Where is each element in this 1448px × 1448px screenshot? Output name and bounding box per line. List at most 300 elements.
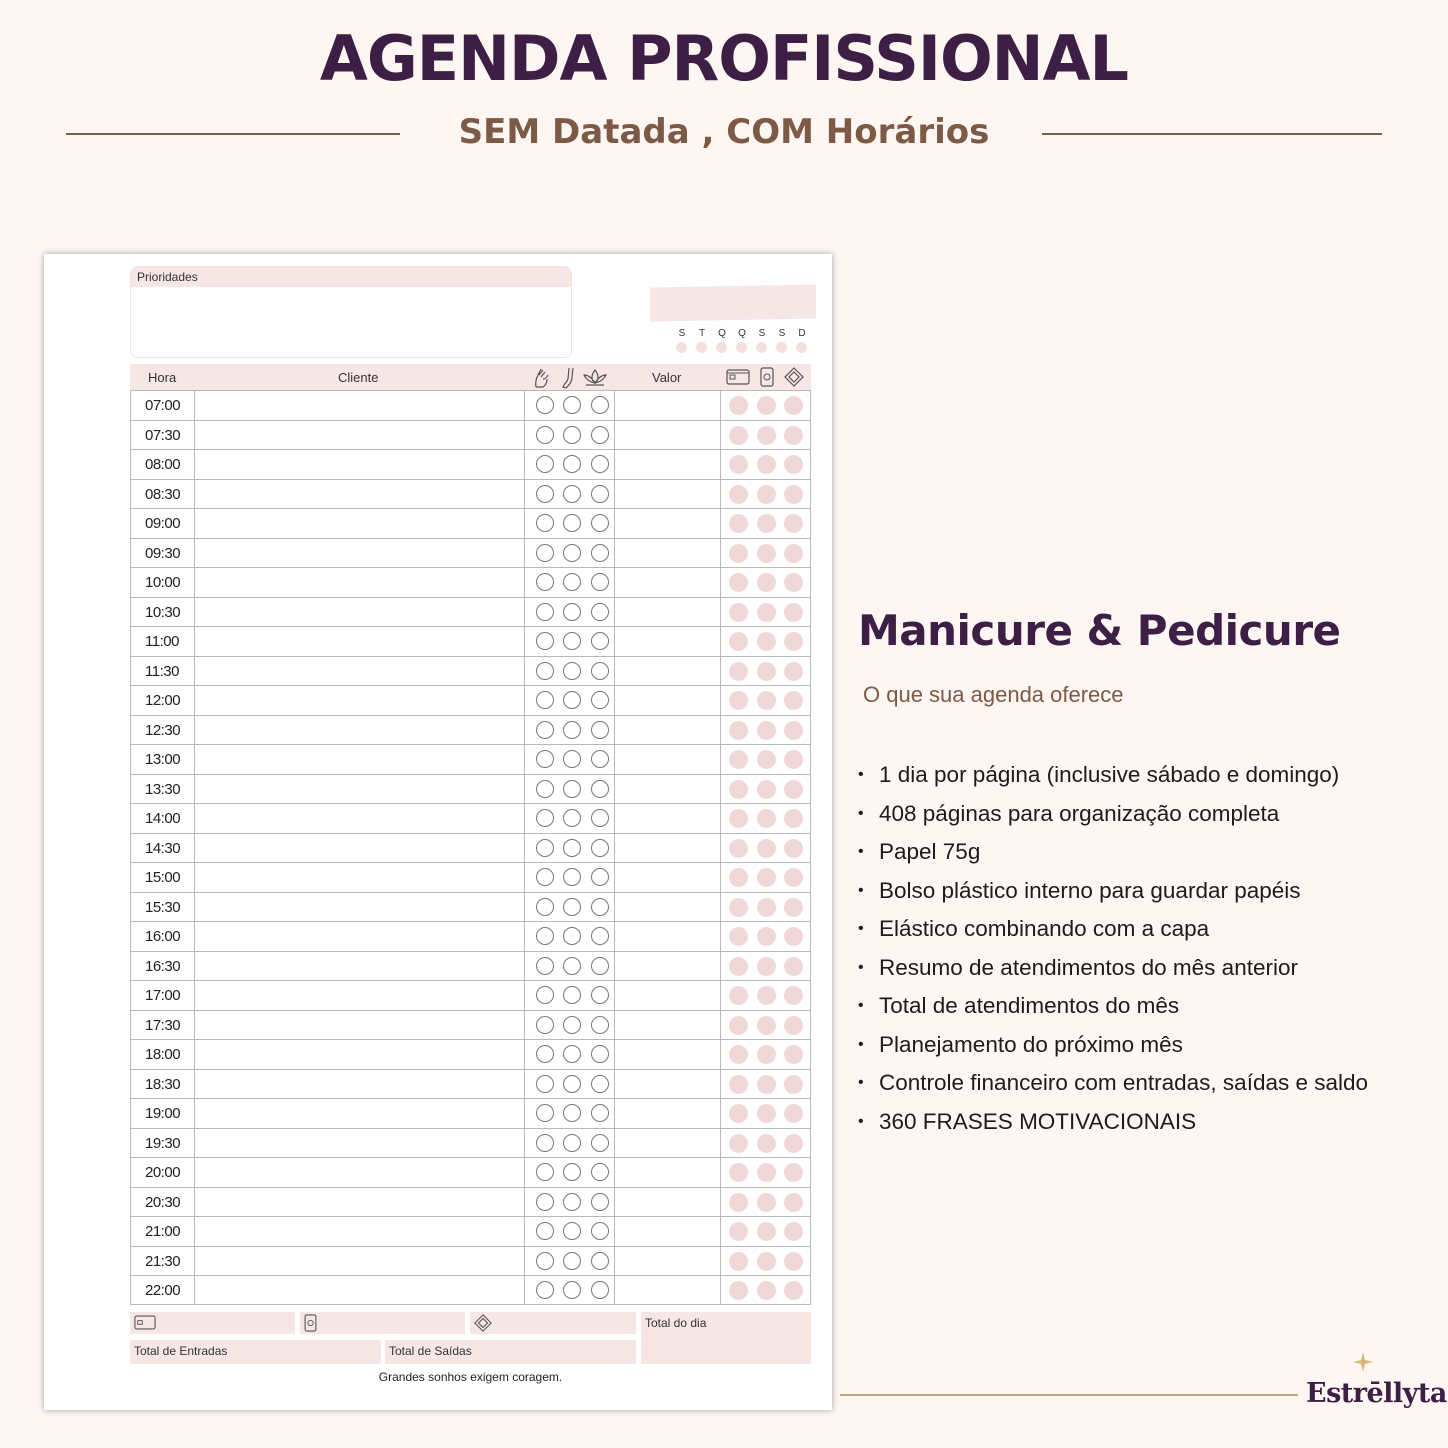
brand-divider	[840, 1394, 1298, 1396]
service-checkbox[interactable]	[536, 632, 554, 650]
cash-icon	[304, 1314, 317, 1332]
service-checkbox[interactable]	[591, 898, 609, 916]
service-checkbox[interactable]	[591, 721, 609, 739]
service-checkbox[interactable]	[536, 750, 554, 768]
payment-checkbox[interactable]	[729, 1222, 748, 1241]
payment-checkbox[interactable]	[757, 1134, 776, 1153]
table-row	[131, 627, 810, 657]
service-checkbox[interactable]	[536, 1104, 554, 1122]
service-checkbox[interactable]	[591, 691, 609, 709]
table-row	[131, 539, 810, 569]
service-checkbox[interactable]	[591, 809, 609, 827]
service-checkbox[interactable]	[563, 927, 581, 945]
payment-checkbox[interactable]	[729, 986, 748, 1005]
payment-checkbox[interactable]	[784, 898, 803, 917]
payment-checkbox[interactable]	[784, 750, 803, 769]
payment-checkbox[interactable]	[784, 721, 803, 740]
time-slot: 10:00	[145, 574, 181, 591]
footer-cash-total	[300, 1312, 465, 1334]
payment-checkbox[interactable]	[784, 455, 803, 474]
payment-checkbox[interactable]	[729, 455, 748, 474]
service-checkbox[interactable]	[591, 927, 609, 945]
payment-checkbox[interactable]	[757, 1075, 776, 1094]
service-checkbox[interactable]	[536, 1134, 554, 1152]
service-checkbox[interactable]	[536, 1045, 554, 1063]
weekday-label: S	[678, 328, 686, 339]
footer-card-total	[130, 1312, 295, 1334]
footer-pix-total	[470, 1312, 636, 1334]
table-row	[131, 834, 810, 864]
payment-checkbox[interactable]	[729, 750, 748, 769]
service-checkbox[interactable]	[591, 426, 609, 444]
payment-checkbox[interactable]	[757, 1045, 776, 1064]
service-checkbox[interactable]	[591, 1134, 609, 1152]
time-slot: 22:00	[145, 1282, 181, 1299]
pix-icon	[474, 1314, 492, 1332]
weekday-checkbox[interactable]	[676, 342, 687, 353]
table-row	[131, 922, 810, 952]
service-checkbox[interactable]	[563, 514, 581, 532]
weekday-checkbox[interactable]	[776, 342, 787, 353]
weekday-label: T	[698, 328, 706, 339]
table-header	[130, 364, 811, 390]
payment-checkbox[interactable]	[784, 1163, 803, 1182]
payment-checkbox[interactable]	[729, 1134, 748, 1153]
payment-checkbox[interactable]	[784, 1281, 803, 1300]
table-row	[131, 1217, 810, 1247]
service-checkbox[interactable]	[563, 750, 581, 768]
payment-checkbox[interactable]	[784, 780, 803, 799]
payment-checkbox[interactable]	[729, 1252, 748, 1271]
weekday-label: Q	[718, 328, 726, 339]
service-checkbox[interactable]	[536, 1222, 554, 1240]
payment-checkbox[interactable]	[757, 455, 776, 474]
service-checkbox[interactable]	[591, 544, 609, 562]
service-checkbox[interactable]	[536, 868, 554, 886]
service-checkbox[interactable]	[536, 986, 554, 1004]
service-checkbox[interactable]	[536, 1252, 554, 1270]
payment-checkbox[interactable]	[729, 691, 748, 710]
payment-checkbox[interactable]	[757, 1252, 776, 1271]
payment-checkbox[interactable]	[784, 1016, 803, 1035]
feature-item: • Elástico combinando com a capa	[858, 910, 1418, 949]
service-checkbox[interactable]	[536, 485, 554, 503]
service-checkbox[interactable]	[563, 603, 581, 621]
payment-checkbox[interactable]	[729, 721, 748, 740]
table-row	[131, 480, 810, 510]
cash-icon	[760, 367, 774, 387]
service-checkbox[interactable]	[591, 514, 609, 532]
motivational-quote: Grandes sonhos exigem coragem.	[378, 1370, 563, 1384]
time-slot: 21:30	[145, 1252, 181, 1270]
service-checkbox[interactable]	[591, 396, 609, 414]
service-checkbox[interactable]	[563, 1104, 581, 1122]
time-slot: 07:00	[145, 397, 181, 414]
table-row	[131, 1158, 810, 1188]
service-checkbox[interactable]	[591, 1075, 609, 1093]
feature-item: • Resumo de atendimentos do mês anterior	[858, 949, 1418, 988]
service-checkbox[interactable]	[563, 573, 581, 591]
service-checkbox[interactable]	[591, 957, 609, 975]
feature-item: • 1 dia por página (inclusive sábado e domingo)	[858, 756, 1418, 795]
payment-checkbox[interactable]	[757, 1163, 776, 1182]
right-divider	[1042, 133, 1382, 135]
page-subtitle: SEM Datada , COM Horários	[458, 112, 990, 152]
payment-checkbox[interactable]	[757, 514, 776, 533]
time-slot: 21:00	[145, 1223, 181, 1240]
payment-checkbox[interactable]	[757, 986, 776, 1005]
service-checkbox[interactable]	[536, 1075, 554, 1093]
table-row	[131, 1276, 810, 1306]
service-checkbox[interactable]	[563, 662, 581, 680]
schedule-table	[130, 390, 811, 1305]
payment-checkbox[interactable]	[784, 691, 803, 710]
service-checkbox[interactable]	[563, 1016, 581, 1034]
payment-checkbox[interactable]	[757, 898, 776, 917]
weekday-label: Q	[738, 328, 746, 339]
service-checkbox[interactable]	[536, 1016, 554, 1034]
payment-checkbox[interactable]	[784, 868, 803, 887]
time-slot: 10:30	[145, 603, 181, 621]
time-slot: 11:00	[145, 633, 179, 650]
table-row	[131, 598, 810, 628]
service-checkbox[interactable]	[536, 1193, 554, 1211]
weekday-checkbox[interactable]	[756, 342, 767, 353]
payment-checkbox[interactable]	[757, 809, 776, 828]
service-checkbox[interactable]	[536, 662, 554, 680]
service-checkbox[interactable]	[563, 721, 581, 739]
hands-icon	[532, 367, 552, 389]
payment-checkbox[interactable]	[784, 927, 803, 946]
payment-checkbox[interactable]	[757, 632, 776, 651]
product-subtitle: O que sua agenda oferece	[863, 682, 1124, 707]
table-row	[131, 775, 810, 805]
payment-checkbox[interactable]	[784, 1104, 803, 1123]
payment-checkbox[interactable]	[784, 426, 803, 445]
service-checkbox[interactable]	[591, 1045, 609, 1063]
service-checkbox[interactable]	[536, 898, 554, 916]
payment-checkbox[interactable]	[757, 573, 776, 592]
time-slot: 18:00	[145, 1046, 181, 1063]
service-checkbox[interactable]	[563, 1134, 581, 1152]
payment-checkbox[interactable]	[784, 809, 803, 828]
priorities-label: Prioridades	[131, 267, 571, 287]
table-row	[131, 1129, 810, 1159]
payment-checkbox[interactable]	[757, 1104, 776, 1123]
weekday-checkbox[interactable]	[716, 342, 727, 353]
card-icon	[134, 1315, 156, 1330]
service-checkbox[interactable]	[563, 1163, 581, 1181]
feature-list	[858, 756, 1418, 1141]
service-checkbox[interactable]	[591, 1252, 609, 1270]
service-checkbox[interactable]	[563, 691, 581, 709]
table-row	[131, 509, 810, 539]
payment-checkbox[interactable]	[729, 426, 748, 445]
service-checkbox[interactable]	[536, 603, 554, 621]
feature-item: • Papel 75g	[858, 833, 1418, 872]
weekday-label: S	[758, 328, 766, 339]
table-row	[131, 686, 810, 716]
service-checkbox[interactable]	[591, 986, 609, 1004]
payment-checkbox[interactable]	[757, 1193, 776, 1212]
payment-checkbox[interactable]	[784, 632, 803, 651]
time-slot: 17:00	[145, 987, 181, 1004]
payment-checkbox[interactable]	[729, 1281, 748, 1300]
payment-checkbox[interactable]	[729, 1016, 748, 1035]
payment-checkbox[interactable]	[784, 986, 803, 1005]
payment-checkbox[interactable]	[729, 868, 748, 887]
feature-item: • Bolso plástico interno para guardar papéis	[858, 872, 1418, 911]
service-checkbox[interactable]	[591, 603, 609, 621]
table-row	[131, 1011, 810, 1041]
payment-checkbox[interactable]	[757, 426, 776, 445]
payment-checkbox[interactable]	[729, 780, 748, 799]
payment-checkbox[interactable]	[729, 662, 748, 681]
time-slot: 09:30	[145, 544, 181, 562]
payment-checkbox[interactable]	[757, 544, 776, 563]
table-row	[131, 952, 810, 982]
time-slot: 08:30	[145, 485, 181, 503]
service-checkbox[interactable]	[591, 1163, 609, 1181]
service-checkbox[interactable]	[536, 455, 554, 473]
foot-icon	[560, 367, 576, 389]
service-checkbox[interactable]	[563, 1222, 581, 1240]
time-slot: 19:30	[145, 1134, 181, 1152]
time-slot: 19:00	[145, 1105, 181, 1122]
service-checkbox[interactable]	[536, 691, 554, 709]
payment-checkbox[interactable]	[729, 396, 748, 415]
payment-checkbox[interactable]	[757, 927, 776, 946]
payment-checkbox[interactable]	[784, 662, 803, 681]
payment-checkbox[interactable]	[729, 839, 748, 858]
service-checkbox[interactable]	[563, 868, 581, 886]
payment-checkbox[interactable]	[729, 1045, 748, 1064]
time-slot: 09:00	[145, 515, 181, 532]
table-row	[131, 1247, 810, 1277]
footer-total-entradas	[130, 1340, 381, 1364]
service-checkbox[interactable]	[591, 1104, 609, 1122]
column-valor: Valor	[652, 370, 682, 385]
service-checkbox[interactable]	[591, 839, 609, 857]
time-slot: 08:00	[145, 456, 181, 473]
payment-checkbox[interactable]	[757, 485, 776, 504]
table-row	[131, 745, 810, 775]
payment-checkbox[interactable]	[757, 662, 776, 681]
payment-checkbox[interactable]	[784, 1222, 803, 1241]
service-checkbox[interactable]	[591, 485, 609, 503]
feature-item: • 408 páginas para organização completa	[858, 795, 1418, 834]
time-slot: 13:00	[145, 751, 181, 768]
star-icon	[1348, 1350, 1378, 1376]
payment-checkbox[interactable]	[729, 957, 748, 976]
service-checkbox[interactable]	[536, 839, 554, 857]
payment-checkbox[interactable]	[784, 1045, 803, 1064]
pix-icon	[784, 367, 804, 387]
table-row	[131, 568, 810, 598]
service-checkbox[interactable]	[563, 544, 581, 562]
service-checkbox[interactable]	[563, 1045, 581, 1063]
service-checkbox[interactable]	[591, 1281, 609, 1299]
feature-item: • 360 FRASES MOTIVACIONAIS	[858, 1103, 1418, 1142]
payment-checkbox[interactable]	[729, 1163, 748, 1182]
total-entradas-label: Total de Entradas	[134, 1344, 228, 1358]
weekday-checkbox[interactable]	[796, 342, 807, 353]
brand-logo: Estrēllyta	[1306, 1378, 1447, 1409]
payment-checkbox[interactable]	[757, 780, 776, 799]
time-slot: 14:30	[145, 839, 181, 857]
total-dia-label: Total do dia	[645, 1316, 707, 1330]
service-checkbox[interactable]	[591, 1222, 609, 1240]
payment-checkbox[interactable]	[729, 603, 748, 622]
time-slot: 17:30	[145, 1016, 181, 1034]
payment-checkbox[interactable]	[729, 544, 748, 563]
service-checkbox[interactable]	[536, 1163, 554, 1181]
payment-checkbox[interactable]	[729, 809, 748, 828]
time-slot: 20:00	[145, 1164, 181, 1181]
service-checkbox[interactable]	[536, 573, 554, 591]
table-row	[131, 1040, 810, 1070]
service-checkbox[interactable]	[591, 780, 609, 798]
payment-checkbox[interactable]	[729, 573, 748, 592]
service-checkbox[interactable]	[536, 426, 554, 444]
payment-checkbox[interactable]	[757, 1281, 776, 1300]
service-checkbox[interactable]	[563, 485, 581, 503]
planner-page	[44, 254, 832, 1410]
footer-total-saidas	[385, 1340, 636, 1364]
service-checkbox[interactable]	[563, 455, 581, 473]
payment-checkbox[interactable]	[757, 396, 776, 415]
time-slot: 11:30	[145, 662, 179, 680]
payment-checkbox[interactable]	[784, 396, 803, 415]
payment-checkbox[interactable]	[729, 1104, 748, 1123]
payment-checkbox[interactable]	[757, 839, 776, 858]
service-checkbox[interactable]	[563, 957, 581, 975]
service-checkbox[interactable]	[536, 957, 554, 975]
service-checkbox[interactable]	[591, 750, 609, 768]
service-checkbox[interactable]	[536, 780, 554, 798]
priorities-box	[130, 266, 572, 358]
table-row	[131, 981, 810, 1011]
service-checkbox[interactable]	[563, 1281, 581, 1299]
payment-checkbox[interactable]	[757, 721, 776, 740]
payment-checkbox[interactable]	[784, 839, 803, 858]
table-row	[131, 893, 810, 923]
service-checkbox[interactable]	[563, 1252, 581, 1270]
table-row	[131, 391, 810, 421]
payment-checkbox[interactable]	[784, 1134, 803, 1153]
service-checkbox[interactable]	[591, 1193, 609, 1211]
payment-checkbox[interactable]	[729, 1075, 748, 1094]
service-checkbox[interactable]	[563, 632, 581, 650]
payment-checkbox[interactable]	[784, 603, 803, 622]
date-field	[650, 285, 816, 322]
table-row	[131, 1188, 810, 1218]
payment-checkbox[interactable]	[784, 485, 803, 504]
payment-checkbox[interactable]	[757, 1222, 776, 1241]
time-slot: 16:00	[145, 928, 181, 945]
service-checkbox[interactable]	[563, 809, 581, 827]
weekday-checkbox[interactable]	[736, 342, 747, 353]
payment-checkbox[interactable]	[729, 632, 748, 651]
column-hora: Hora	[148, 370, 177, 385]
payment-checkbox[interactable]	[757, 750, 776, 769]
payment-checkbox[interactable]	[729, 514, 748, 533]
service-checkbox[interactable]	[536, 544, 554, 562]
service-checkbox[interactable]	[591, 573, 609, 591]
service-checkbox[interactable]	[563, 780, 581, 798]
weekday-label: S	[778, 328, 786, 339]
payment-checkbox[interactable]	[757, 868, 776, 887]
service-checkbox[interactable]	[536, 721, 554, 739]
payment-checkbox[interactable]	[729, 927, 748, 946]
service-checkbox[interactable]	[591, 455, 609, 473]
service-checkbox[interactable]	[536, 514, 554, 532]
feature-item: • Planejamento do próximo mês	[858, 1026, 1418, 1065]
payment-checkbox[interactable]	[784, 544, 803, 563]
table-row	[131, 657, 810, 687]
time-slot: 16:30	[145, 957, 181, 975]
table-row	[131, 450, 810, 480]
weekday-label: D	[798, 328, 806, 339]
payment-checkbox[interactable]	[784, 1075, 803, 1094]
service-checkbox[interactable]	[563, 839, 581, 857]
column-cliente: Cliente	[338, 370, 379, 385]
time-slot: 20:30	[145, 1193, 181, 1211]
weekday-checkbox[interactable]	[696, 342, 707, 353]
service-checkbox[interactable]	[563, 898, 581, 916]
table-row	[131, 804, 810, 834]
feature-item: • Total de atendimentos do mês	[858, 987, 1418, 1026]
payment-checkbox[interactable]	[757, 1016, 776, 1035]
time-slot: 12:30	[145, 721, 181, 739]
service-checkbox[interactable]	[563, 1193, 581, 1211]
service-checkbox[interactable]	[536, 1281, 554, 1299]
payment-checkbox[interactable]	[784, 957, 803, 976]
service-checkbox[interactable]	[563, 426, 581, 444]
payment-checkbox[interactable]	[729, 485, 748, 504]
payment-checkbox[interactable]	[729, 1193, 748, 1212]
table-row	[131, 1099, 810, 1129]
table-row	[131, 863, 810, 893]
service-checkbox[interactable]	[591, 662, 609, 680]
payment-checkbox[interactable]	[757, 691, 776, 710]
card-icon	[726, 369, 750, 385]
service-checkbox[interactable]	[563, 1075, 581, 1093]
payment-checkbox[interactable]	[757, 957, 776, 976]
payment-checkbox[interactable]	[784, 514, 803, 533]
service-checkbox[interactable]	[591, 868, 609, 886]
payment-checkbox[interactable]	[784, 1193, 803, 1212]
time-slot: 14:00	[145, 810, 181, 827]
payment-checkbox[interactable]	[729, 898, 748, 917]
lotus-icon	[582, 367, 608, 389]
payment-checkbox[interactable]	[757, 603, 776, 622]
time-slot: 12:00	[145, 692, 181, 709]
time-slot: 18:30	[145, 1075, 181, 1093]
service-checkbox[interactable]	[536, 927, 554, 945]
service-checkbox[interactable]	[591, 1016, 609, 1034]
time-slot: 13:30	[145, 780, 181, 798]
payment-checkbox[interactable]	[784, 573, 803, 592]
service-checkbox[interactable]	[536, 396, 554, 414]
payment-checkbox[interactable]	[784, 1252, 803, 1271]
service-checkbox[interactable]	[563, 986, 581, 1004]
service-checkbox[interactable]	[563, 396, 581, 414]
page-title: AGENDA PROFISSIONAL	[319, 22, 1129, 95]
service-checkbox[interactable]	[536, 809, 554, 827]
service-checkbox[interactable]	[591, 632, 609, 650]
time-slot: 07:30	[145, 426, 181, 444]
